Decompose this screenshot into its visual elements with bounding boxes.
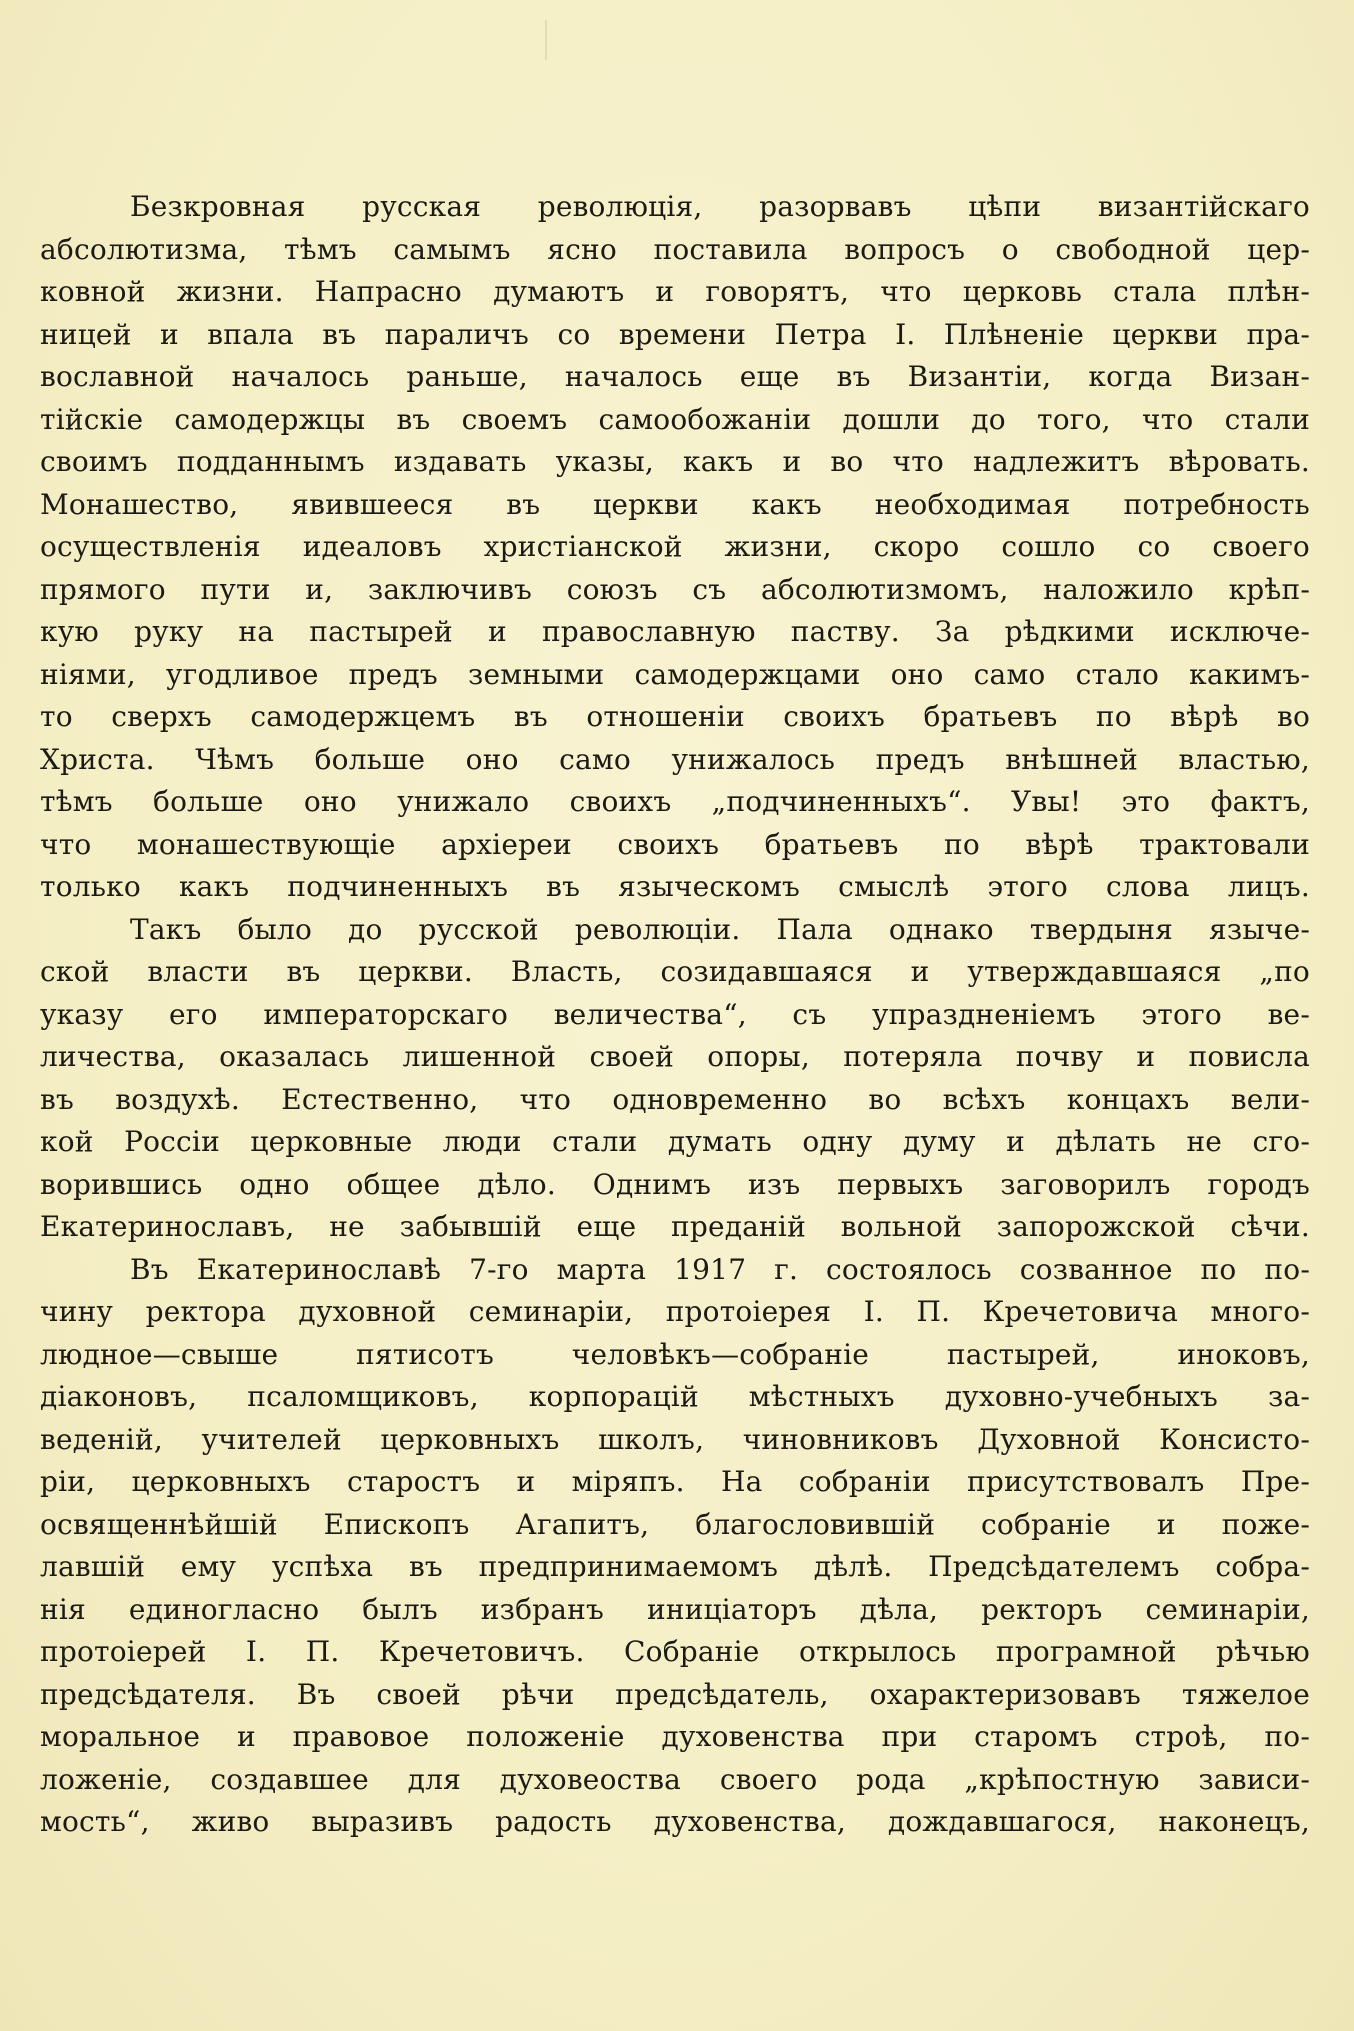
text-line: діаконовъ, псаломщиковъ, корпорацій мѣстныхъ духовно-учебныхъ за-	[40, 1380, 1310, 1413]
text-line: только какъ подчиненныхъ въ языческомъ смыслѣ этого слова лицъ.	[40, 870, 1310, 903]
text-line: ницей и впала въ параличъ со времени Петра I. Плѣненіе церкви пра-	[40, 317, 1310, 351]
text-line: вославной началось раньше, началось еще въ Византіи, когда Визан-	[40, 360, 1310, 393]
text-line: указу его императорскаго величества“, съ упраздненіемъ этого ве-	[40, 997, 1310, 1031]
text-line: кую руку на пастырей и православную паству. За рѣдкими исключе-	[40, 615, 1310, 648]
text-line: Безкровная русская революція, разорвавъ цѣпи византійскаго	[130, 190, 1310, 223]
text-line: Екатеринославъ, не забывшій еще преданій вольной запорожской сѣчи.	[40, 1210, 1310, 1243]
text-line: что монашествующіе архіереи своихъ братьевъ по вѣрѣ трактовали	[40, 827, 1310, 861]
paragraph-2	[40, 909, 1310, 1249]
text-line: своимъ подданнымъ издавать указы, какъ и во что надлежитъ вѣровать.	[40, 445, 1310, 478]
text-line: протоіерей І. П. Кречетовичъ. Собраніе открылось програмной рѣчью	[40, 1635, 1310, 1668]
paragraph-1	[40, 186, 1310, 909]
text-line: ской власти въ церкви. Власть, созидавшаяся и утверждавшаяся „по	[40, 955, 1310, 988]
body-text	[40, 186, 1310, 1844]
text-line: кой Россіи церковные люди стали думать одну думу и дѣлать не сго-	[40, 1125, 1310, 1158]
text-line: абсолютизма, тѣмъ самымъ ясно поставила вопросъ о свободной цер-	[40, 232, 1310, 266]
text-line: Христа. Чѣмъ больше оно само унижалось предъ внѣшней властью,	[40, 742, 1310, 776]
text-line: чину ректора духовной семинаріи, протоіерея І. П. Кречетовича много-	[40, 1295, 1310, 1328]
text-line: Монашество, явившееся въ церкви какъ необходимая потребность	[40, 487, 1310, 521]
text-line: ніями, угодливое предъ земными самодержцами оно само стало какимъ-	[40, 657, 1310, 691]
text-line: то сверхъ самодержцемъ въ отношеніи своихъ братьевъ по вѣрѣ во	[40, 700, 1310, 733]
text-line: мость“, живо выразивъ радость духовенства, дождавшагося, наконецъ,	[40, 1805, 1310, 1838]
text-line: веденій, учителей церковныхъ школъ, чиновниковъ Духовной Консисто-	[40, 1422, 1310, 1456]
text-line: въ воздухѣ. Естественно, что одновременно во всѣхъ концахъ вели-	[40, 1082, 1310, 1116]
text-line: ложеніе, создавшее для духовеоства своего рода „крѣпостную зависи-	[40, 1762, 1310, 1796]
text-line: освященнѣйшій Епископъ Агапитъ, благословившій собраніе и поже-	[40, 1507, 1310, 1541]
text-line: предсѣдателя. Въ своей рѣчи предсѣдатель, охарактеризовавъ тяжелое	[40, 1677, 1310, 1711]
text-line: ковной жизни. Напрасно думаютъ и говорятъ, что церковь стала плѣн-	[40, 275, 1310, 308]
text-line: лавшій ему успѣха въ предпринимаемомъ дѣлѣ. Предсѣдателемъ собра-	[40, 1550, 1310, 1583]
text-line: ворившись одно общее дѣло. Однимъ изъ первыхъ заговорилъ городъ	[40, 1167, 1310, 1201]
text-line: личества, оказалась лишенной своей опоры, потеряла почву и повисла	[40, 1040, 1310, 1073]
text-line: прямого пути и, заключивъ союзъ съ абсолютизмомъ, наложило крѣп-	[40, 572, 1310, 606]
text-line: ріи, церковныхъ старостъ и міряпъ. На собраніи присутствовалъ Пре-	[40, 1465, 1310, 1498]
text-line: осуществленія идеаловъ христіанской жизни, скоро сошло со своего	[40, 530, 1310, 563]
text-line: нія единогласно былъ избранъ иниціаторъ дѣла, ректоръ семинаріи,	[40, 1592, 1310, 1626]
text-line: Такъ было до русской революціи. Пала однако твердыня языче-	[130, 912, 1310, 946]
text-line: людное—свыше пятисотъ человѣкъ—собраніе пастырей, иноковъ,	[40, 1337, 1310, 1371]
text-line: тѣмъ больше оно унижало своихъ „подчиненныхъ“. Увы! это фактъ,	[40, 785, 1310, 818]
text-line: Въ Екатеринославѣ 7-го марта 1917 г. состоялось созванное по по-	[130, 1252, 1310, 1286]
text-line: моральное и правовое положеніе духовенства при старомъ строѣ, по-	[40, 1720, 1310, 1753]
page-fold-mark	[545, 20, 547, 60]
text-line: тійскіе самодержцы въ своемъ самообожаніи дошли до того, что стали	[40, 402, 1310, 436]
paragraph-3	[40, 1249, 1310, 1844]
